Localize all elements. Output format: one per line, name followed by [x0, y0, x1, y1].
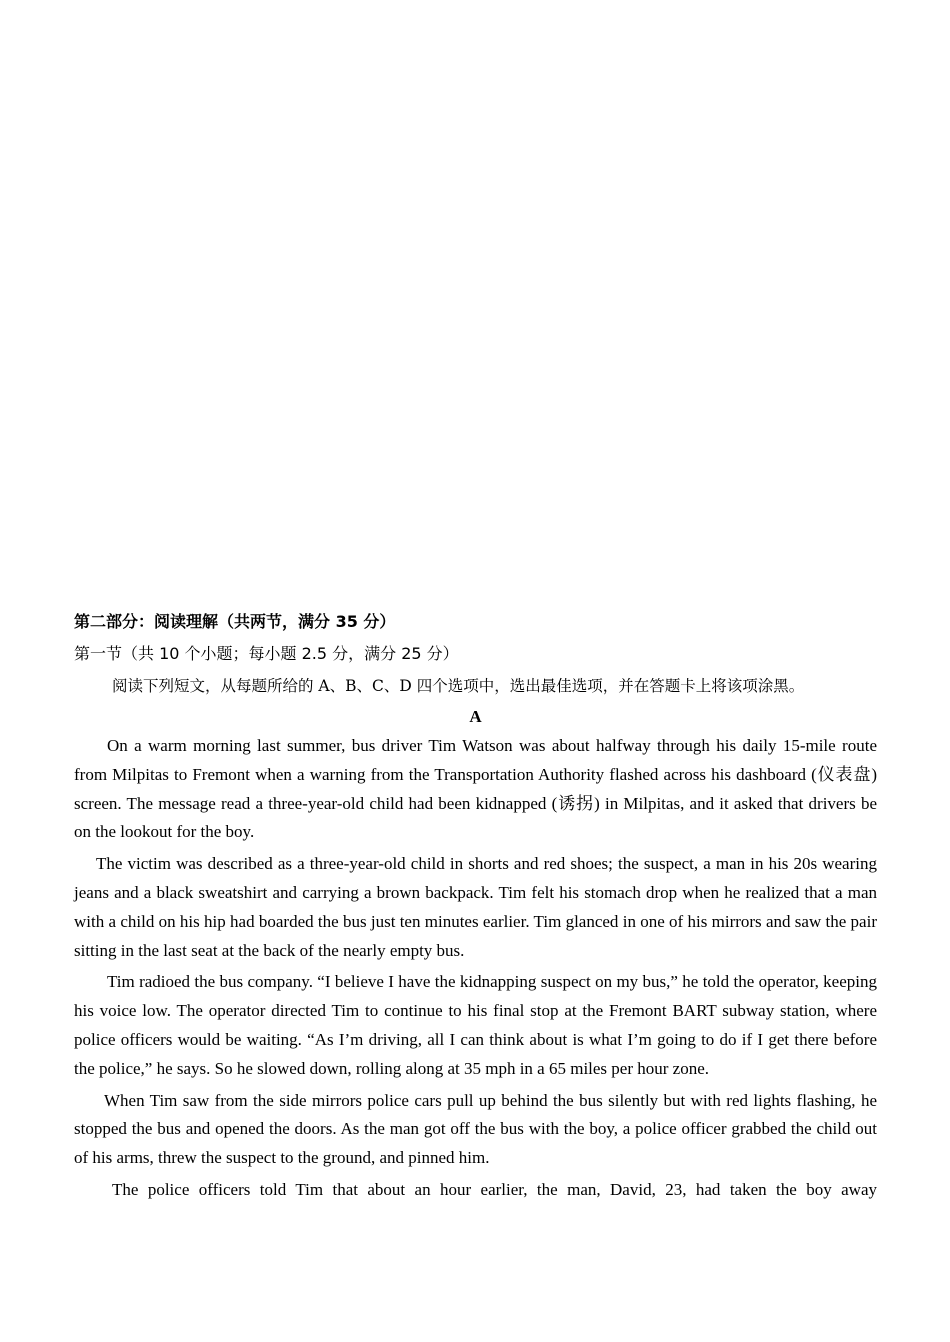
passage-paragraph-3: Tim radioed the bus company. “I believe I have the kidnapping suspect on my bus,” he told the operator, keeping his voice low. The operator directed Tim to continue to his final stop at the Fremont BART subway station, where police officers would be waiting. “As I’m driving, all I can think about is what I’m going to do if I get there before the police,” he says. So he slowed down, rolling along at 35 mph in a 65 miles per hour zone. [74, 972, 877, 1078]
section-header: 第一节（共 10 个小题；每小题 2.5 分，满分 25 分） [74, 644, 459, 663]
passage-paragraph-4: When Tim saw from the side mirrors police cars pull up behind the bus silently but with red lights flashing, he stopped the bus and opened the doors. As the man got off the bus with the boy, a police officer grabbed the child out of his arms, threw the suspect to the ground, and pinned him. [74, 1090, 877, 1168]
passage-paragraph-5: The police officers told Tim that about an hour earlier, the man, David, 23, had taken the boy away [112, 1179, 877, 1199]
part-header: 第二部分：阅读理解（共两节，满分 35 分） [74, 612, 396, 631]
passage-paragraph-1: On a warm morning last summer, bus driver Tim Watson was about halfway through his daily 15-mile route from Milpitas to Fremont when a warning from the Transportation Authority flashed across his dashboard (仪表盘) screen. The message read a three-year-old child had been kidnapped (诱拐) in Milpitas, and it asked that drivers be on the lookout for the boy. [74, 736, 877, 842]
passage-label: A [469, 707, 482, 726]
passage-paragraph-2: The victim was described as a three-year-old child in shorts and red shoes; the suspect, a man in his 20s wearing jeans and a black sweatshirt and carrying a brown backpack. Tim felt his stomach drop when he realized that a man with a child on his hip had boarded the bus just ten minutes earlier. Tim glanced in one of his mirrors and saw the pair sitting in the last seat at the back of the nearly empty bus. [74, 854, 877, 960]
instructions: 阅读下列短文，从每题所给的 A、B、C、D 四个选项中，选出最佳选项，并在答题卡上将该项涂黑。 [112, 677, 805, 695]
reading-section [74, 606, 877, 1208]
